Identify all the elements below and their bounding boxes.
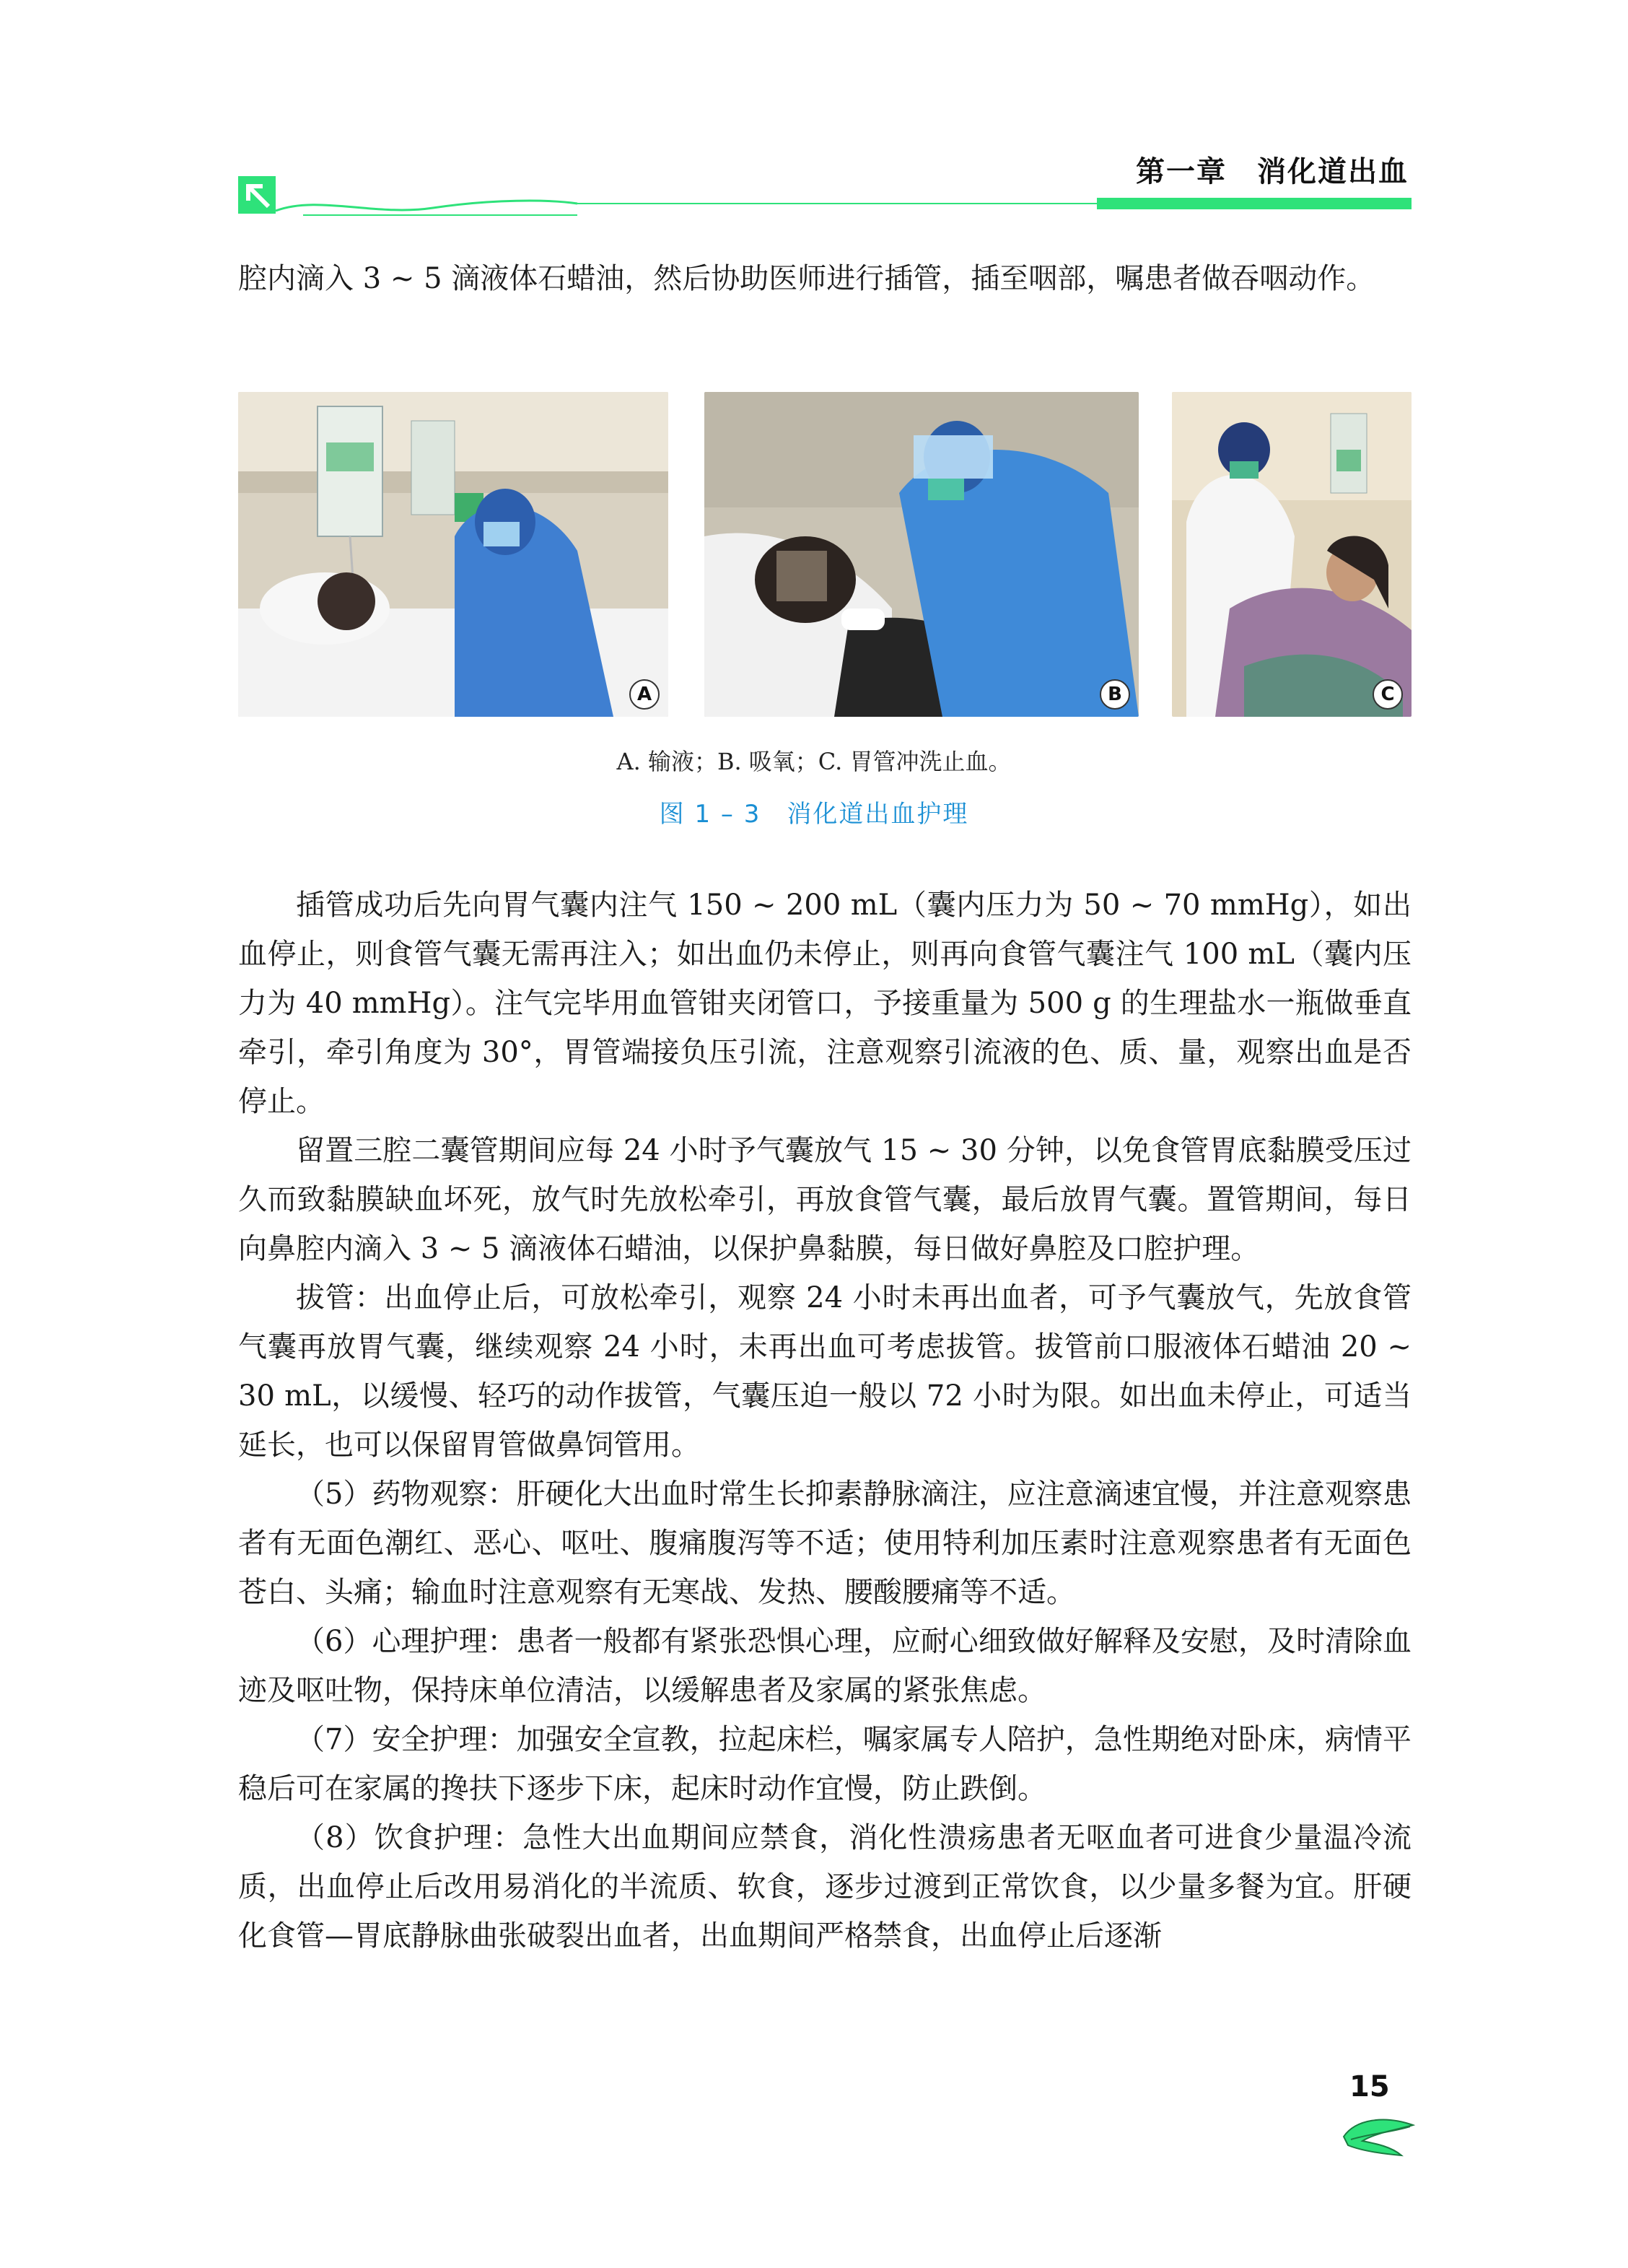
photo-label-a: A: [629, 679, 660, 710]
paragraph: （6）心理护理：患者一般都有紧张恐惧心理，应耐心细致做好解释及安慰，及时清除血迹及呕吐物，保持床单位清洁，以缓解患者及家属的紧张焦虑。: [238, 1625, 1412, 1707]
figure-caption: A. 输液；B. 吸氧；C. 胃管冲洗止血。: [616, 748, 1012, 775]
figure-title: 图 1 – 3 消化道出血护理: [659, 800, 969, 829]
header-bar: [1097, 198, 1412, 209]
text-top: [238, 254, 1412, 303]
photo-infusion-icon: [238, 392, 668, 717]
paragraph: 拔管：出血停止后，可放松牵引，观察 24 小时未再出血者，可予气囊放气，先放食管气囊再放胃气囊，继续观察 24 小时，未再出血可考虑拔管。拔管前口服液体石蜡油 20 ~ 30 mL，以缓慢、轻巧的动作拔管，气囊压迫一般以 72 小时为限。如出血未停止，可适当延长，也可以保留胃管做鼻饲管用。: [238, 1281, 1412, 1462]
paragraph: 留置三腔二囊管期间应每 24 小时予气囊放气 15 ~ 30 分钟，以免食管胃底黏膜受压过久而致黏膜缺血坏死，放气时先放松牵引，再放食管气囊，最后放胃气囊。置管期间，每日向鼻腔内滴入 3 ~ 5 滴液体石蜡油，以保护鼻黏膜，每日做好鼻腔及口腔护理。: [238, 1134, 1412, 1265]
paragraph: 腔内滴入 3 ~ 5 滴液体石蜡油，然后协助医师进行插管，插至咽部，嘱患者做吞咽动作。: [238, 262, 1375, 295]
photo-label-c: C: [1373, 679, 1403, 710]
photo-label-b: B: [1100, 679, 1130, 710]
paragraph: （8）饮食护理：急性大出血期间应禁食，消化性溃疡患者无呕血者可进食少量温冷流质，出血停止后改用易消化的半流质、软食，逐步过渡到正常饮食，以少量多餐为宜。肝硬化食管—胃底静脉曲张破裂出血者，出血期间严格禁食，出血停止后逐渐: [238, 1821, 1412, 1953]
page-number: 15: [1349, 2070, 1390, 2103]
paragraph: 插管成功后先向胃气囊内注气 150 ~ 200 mL（囊内压力为 50 ~ 70 mmHg），如出血停止，则食管气囊无需再注入；如出血仍未停止，则再向食管气囊注气 100 mL（囊内压力为 40 mmHg）。注气完毕用血管钳夹闭管口，予接重量为 500 g 的生理盐水一瓶做垂直牵引，牵引角度为 30°，胃管端接负压引流，注意观察引流液的色、质、量，观察出血是否停止。: [238, 889, 1412, 1118]
paragraph: （5）药物观察：肝硬化大出血时常生长抑素静脉滴注，应注意滴速宜慢，并注意观察患者有无面色潮红、恶心、呕吐、腹痛腹泻等不适；使用特利加压素时注意观察患者有无面色苍白、头痛；输血时注意观察有无寒战、发热、腰酸腰痛等不适。: [238, 1478, 1412, 1609]
page-ornament-icon: [1341, 2108, 1420, 2158]
paragraph: （7）安全护理：加强安全宣教，拉起床栏，嘱家属专人陪护，急性期绝对卧床，病情平稳后可在家属的搀扶下逐步下床，起床时动作宜慢，防止跌倒。: [238, 1723, 1412, 1805]
photo-oxygen: [704, 392, 1139, 717]
photo-gastric-lavage-icon: [1172, 392, 1412, 717]
header-decoration: [0, 0, 1628, 231]
photo-infusion: [238, 392, 668, 717]
page-header: [0, 0, 1628, 231]
photo-oxygen-icon: [704, 392, 1139, 717]
photo-gastric-lavage: [1172, 392, 1412, 717]
chapter-title: 第一章 消化道出血: [1136, 155, 1409, 188]
header-swoosh: [276, 201, 577, 211]
text-body: [238, 881, 1412, 1960]
